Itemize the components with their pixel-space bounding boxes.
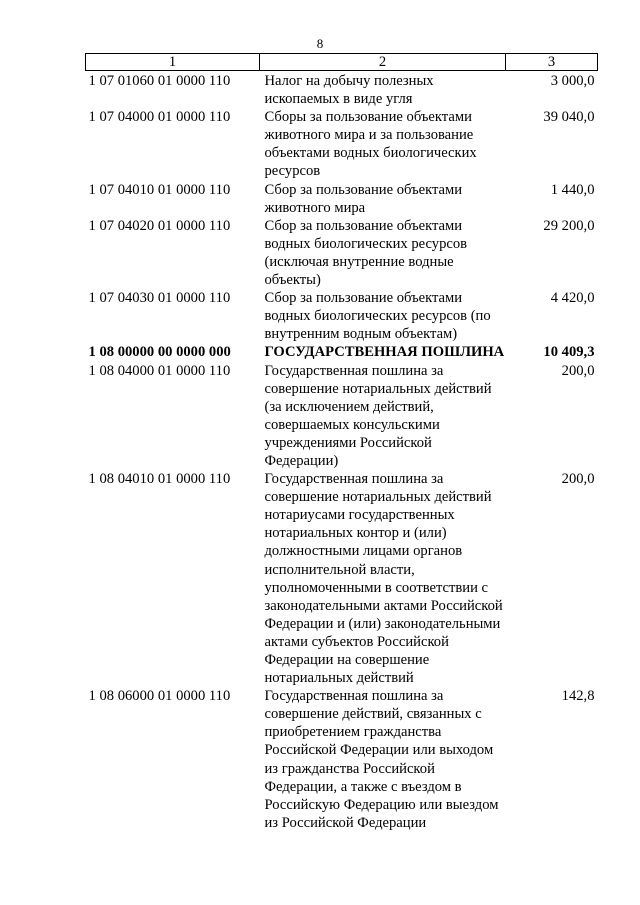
page-number: 8 <box>316 36 324 51</box>
table-row <box>86 108 598 180</box>
table-row <box>86 289 598 343</box>
header-column-2: 2 <box>260 54 506 71</box>
amount-cell: 200,0 <box>561 362 595 379</box>
table-row-section-total <box>86 343 598 361</box>
table-row <box>86 362 598 471</box>
revenue-name-cell: Налог на добычу полезных ископаемых в виде угля <box>264 73 434 108</box>
revenue-name-cell: Государственная пошлина за совершение нотариальных действий (за исключением действий, совершаемых консульскими учреждениями Российской Федерации) <box>264 362 492 469</box>
amount-cell: 39 040,0 <box>543 109 595 126</box>
budget-code-cell: 1 08 04000 01 0000 110 <box>88 362 231 379</box>
header-column-1: 1 <box>86 54 260 71</box>
amount-cell: 1 440,0 <box>550 181 595 198</box>
amount-cell: 200,0 <box>561 471 595 488</box>
header-column-3: 3 <box>506 54 598 71</box>
table-row <box>86 217 598 289</box>
table-header-row <box>86 54 598 71</box>
budget-code-cell: 1 08 04010 01 0000 110 <box>88 471 231 488</box>
revenue-name-cell: Государственная пошлина за совершение нотариальных действий нотариусами государственных нотариальных контор и (или) должностными лицами органов исполнительной власти, уполномоченными в соответствии с законодательными актами Российской Федерации и (или) законодательными актами субъектов Российской Федерации на совершение нотариальных действий <box>264 471 503 687</box>
amount-cell: 3 000,0 <box>550 73 595 89</box>
table-row <box>86 71 598 109</box>
revenue-name-cell: Сбор за пользование объектами водных биологических ресурсов (исключая внутренние водные объекты) <box>264 217 468 289</box>
budget-code-cell: 1 07 01060 01 0000 110 <box>88 73 231 89</box>
table-row <box>86 687 598 832</box>
revenue-name-cell: Сборы за пользование объектами животного мира и за пользование объектами водных биологических ресурсов <box>264 109 477 180</box>
table-row <box>86 470 598 687</box>
revenue-name-cell: Государственная пошлина за совершение действий, связанных с приобретением гражданства Российской Федерации или выходом из гражданства Российской Федерации, а также с въездом в Российскую Федерацию или выездом из Российской Федерации <box>264 688 499 831</box>
budget-code-cell: 1 08 00000 00 0000 000 <box>88 344 231 361</box>
budget-revenue-table <box>85 53 598 832</box>
amount-cell: 142,8 <box>561 688 595 705</box>
table-header <box>86 54 598 71</box>
revenue-name-cell: ГОСУДАРСТВЕННАЯ ПОШЛИНА <box>264 344 505 361</box>
table-row <box>86 181 598 217</box>
revenue-name-cell: Сбор за пользование объектами животного мира <box>264 181 463 216</box>
amount-cell: 10 409,3 <box>543 344 595 361</box>
budget-code-cell: 1 07 04020 01 0000 110 <box>88 217 231 234</box>
amount-cell: 29 200,0 <box>543 217 595 234</box>
budget-code-cell: 1 07 04010 01 0000 110 <box>88 181 231 198</box>
budget-code-cell: 1 07 04000 01 0000 110 <box>88 109 231 126</box>
budget-code-cell: 1 07 04030 01 0000 110 <box>88 290 231 307</box>
table-body <box>86 71 598 832</box>
budget-code-cell: 1 08 06000 01 0000 110 <box>88 688 231 705</box>
amount-cell: 4 420,0 <box>550 290 595 307</box>
revenue-name-cell: Сбор за пользование объектами водных биологических ресурсов (по внутренним водным объектам) <box>264 290 491 343</box>
